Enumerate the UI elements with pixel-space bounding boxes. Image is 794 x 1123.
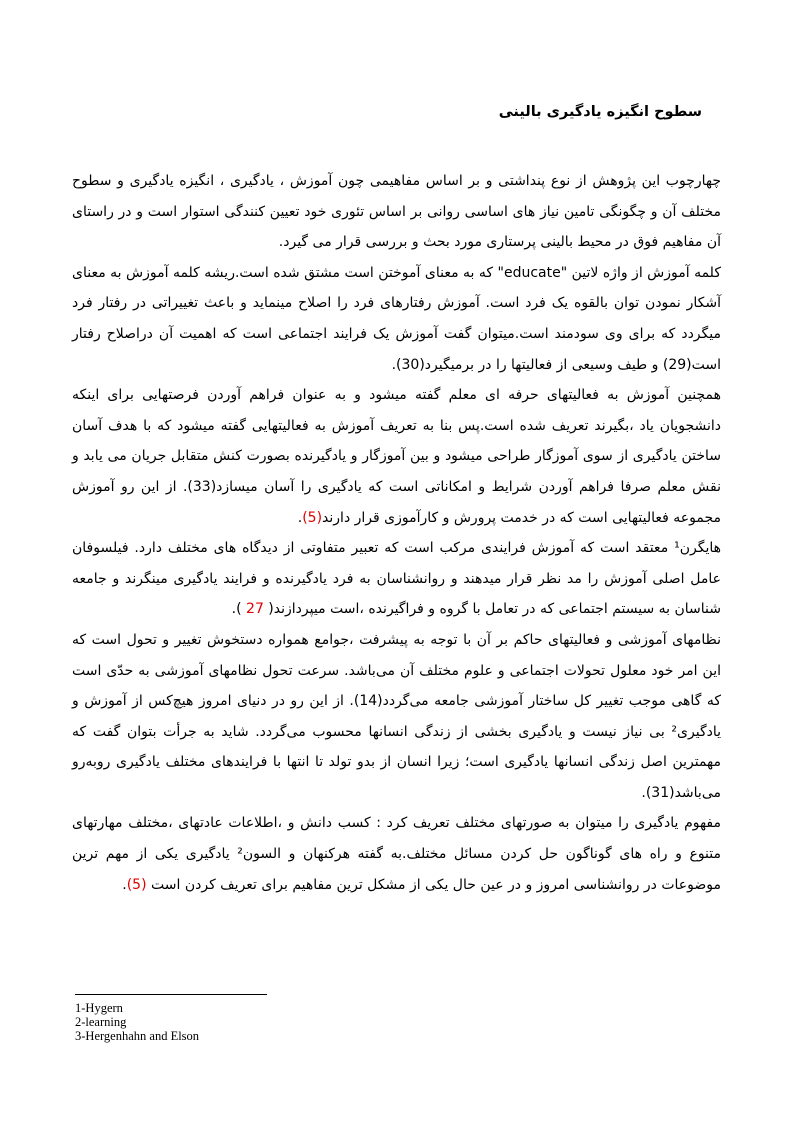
paragraph-text: چهارچوب این پژوهش از نوع پنداشتی و بر اساس مفاهیمی چون آموزش ، یادگیری ، انگیزه یادگیری و سطوح مختلف آن و چگونگی تامین نیاز های اساسی روانی بر اساس تئوری خود تعیین کنندگی استوار است و در راستای آن مفاهیم فوق در محیط بالینی پرستاری مورد بحث و بررسی قرار می گیرد.: [72, 173, 721, 251]
footnote-item-2: 2-learning: [75, 1014, 127, 1029]
paragraph-teaching-activities: [72, 380, 721, 533]
paragraph-text: ).: [231, 601, 247, 618]
paragraph-hygern-view: [72, 533, 721, 625]
citation-5-red: (5): [302, 509, 323, 526]
citation-27-red: 27: [246, 601, 264, 618]
footnotes-section: [75, 994, 495, 1043]
paragraph-learning-definition: [72, 808, 721, 900]
document-body: [72, 166, 721, 900]
paragraph-educate-definition: [72, 258, 721, 380]
citation-5-red: (5): [126, 876, 147, 893]
footnote-item-3: 3-Hergenhahn and Elson: [75, 1028, 200, 1043]
paragraph-text: همچنین آموزش به فعالیتهای حرفه ای معلم گفته میشود و به عنوان فراهم آوردن فرصتهایی برای اینکه دانشجویان یاد ،بگیرند تعریف شده است.پس بنا به تعریف آموزش به فعالیتهایی گفته میشود که با هدف آسان ساختن یادگیری از سوی آموزگار طراحی میشود و بین آموزگار و یادگیرنده بصورت کنش متقابل جریان می یابد و نقش معلم صرفا فراهم آوردن شرایط و امکاناتی است که یادگیری را آسان میسازد(33). از این رو آموزش مجموعه فعالیتهایی است که در خدمت پرورش و کارآموزی قرار دارند: [72, 387, 721, 526]
paragraph-educational-systems: [72, 625, 721, 809]
paragraph-text: .: [122, 876, 127, 893]
paragraph-text: هایگرن¹ معتقد است که آموزش فرایندی مرکب است که تعبیر متفاوتی از دیدگاه های مختلف دارد. فیلسوفان عامل اصلی آموزش را مد نظر قرار میدهند و روانشناسان به فرد یادگیرنده و فرایند یادگیری مینگرند و جامعه شناسان به سیستم اجتماعی که در تعامل با گروه و فراگیرنده ،است میپردازند(: [72, 540, 721, 618]
paragraph-text: کلمه آموزش از واژه لاتین "educate" که به معنای آموختن است مشتق شده است.ریشه کلمه آموزش به معنای آشکار نمودن توان بالقوه یک فرد است. آموزش رفتارهای فرد را اصلاح مینماید و باعث تغییراتی در رفتار فرد میگردد که برای وی سودمند است.میتوان گفت آموزش یک فرایند اجتماعی است که اهمیت آن دراصلاح رفتار است(29) و طیف وسیعی از فعالیتها را در برمیگیرد(30).: [72, 264, 721, 373]
paragraph-framework: [72, 166, 721, 258]
footnote-separator: [75, 994, 267, 995]
paragraph-text: مفهوم یادگیری را میتوان به صورتهای مختلف تعریف کرد : کسب دانش و ،اطلاعات عادتهای ،مختلف مهارتهای متنوع و راه های گوناگون حل کردن مسائل مختلف.به گفته هرکنهان و السون² یادگیری یکی از مهم ترین موضوعات در روانشناسی امروز و در عین حال یکی از مشکل ترین مفاهیم برای تعریف کردن است: [72, 815, 721, 893]
paragraph-text: .: [297, 509, 303, 526]
page-title: سطوح انگیزه یادگیری بالینی: [498, 104, 702, 120]
paragraph-text: نظامهای آموزشی و فعالیتهای حاکم بر آن با توجه به پیشرفت ،جوامع همواره دستخوش تغییر و تحول است که این امر خود معلول تحولات اجتماعی و علوم مختلف آن می‌باشد. سرعت تحول نظامهای آموزشی به حدّی است که گاهی موجب تغییر کل ساختار آموزشی جامعه می‌گردد(14). از این رو در دنیای امروز هیچ‌کس از آموزش و یادگیری² بی نیاز نیست و یادگیری بخشی از زندگی انسانها محسوب می‌گردد. شاید به جرأت بتوان گفت که مهمترین اصل زندگی انسانها یادگیری است؛ زیرا انسان از بدو تولد تا انتها با فرایندهای مختلف یادگیری روبه‌رو می‌باشد(31).: [72, 631, 721, 801]
footnote-item-1: 1-Hygern: [75, 1001, 123, 1015]
